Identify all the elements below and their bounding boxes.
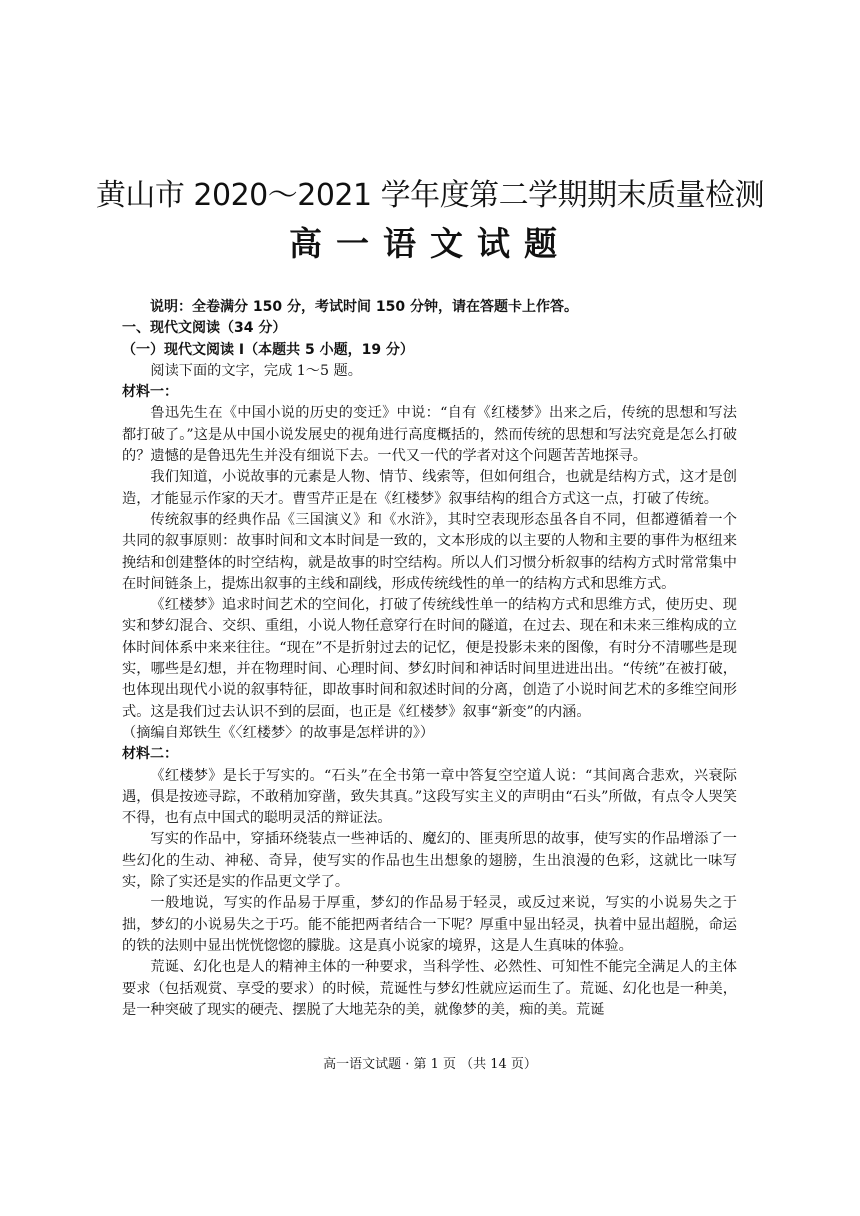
exam-content	[122, 297, 737, 1021]
reading-directive: 阅读下面的文字，完成 1～5 题。	[150, 362, 362, 379]
material1-paragraph: 鲁迅先生在《中国小说的历史的变迁》中说：“自有《红楼梦》出来之后，传统的思想和写法都打破了。”这是从中国小说发展史的视角进行高度概括的，然而传统的思想和写法究竟是怎么打破的？遗憾的是鲁迅先生并没有细说下去。一代又一代的学者对这个问题苦苦地探寻。	[122, 405, 737, 465]
material2-paragraph: 一般地说，写实的作品易于厚重，梦幻的作品易于轻灵，或反过来说，写实的小说易失之于拙，梦幻的小说易失之于巧。能不能把两者结合一下呢？厚重中显出轻灵，执着中显出超脱，命运的铁的法则中显出恍恍惚惚的朦胧。这是真小说家的境界，这是人生真味的体验。	[122, 895, 737, 954]
material1-label: 材料一：	[122, 384, 178, 401]
exam-subtitle: 高一语文试题	[289, 224, 571, 263]
sub-section-heading: （一）现代文阅读 I（本题共 5 小题，19 分）	[122, 341, 414, 358]
material2-paragraph: 写实的作品中，穿插环绕装点一些神话的、魔幻的、匪夷所思的故事，使写实的作品增添了一些幻化的生动、神秘、奇异，使写实的作品也生出想象的翅膀，生出浪漫的色彩，这就比一味写实，除了实还是实的作品更文学了。	[122, 831, 737, 891]
material1-paragraph: 《红楼梦》追求时间艺术的空间化，打破了传统线性单一的结构方式和思维方式，使历史、现实和梦幻混合、交织、重组，小说人物任意穿行在时间的隧道，在过去、现在和未来三维构成的立体时间体系中来来往往。“现在”不是折射过去的记忆，便是投影未来的图像，有时分不清哪些是现实，哪些是幻想，并在物理时间、心理时间、梦幻时间和神话时间里进进出出。“传统”在被打破，也体现出现代小说的叙事特征，即故事时间和叙述时间的分离，创造了小说时间艺术的多维空间形式。这是我们过去认识不到的层面，也正是《红楼梦》叙事“新变”的内涵。	[122, 597, 737, 720]
exam-title: 黄山市 2020～2021 学年度第二学期期末质量检测	[95, 178, 765, 213]
material2-paragraph: 荒诞、幻化也是人的精神主体的一种要求，当科学性、必然性、可知性不能完全满足人的主体要求（包括观赏、享受的要求）的时候，荒诞性与梦幻性就应运而生了。荒诞、幻化也是一种美，是一种突破了现实的硬壳、摆脱了大地芜杂的美，就像梦的美，痴的美。荒诞	[122, 959, 737, 1018]
section-heading: 一、现代文阅读（34 分）	[122, 320, 287, 337]
material1-paragraph: 传统叙事的经典作品《三国演义》和《水浒》，其时空表现形态虽各自不同，但都遵循着一个共同的叙事原则：故事时间和文本时间是一致的，文本形成的以主要的人物和主要的事件为枢纽来挽结和创建整体的时空结构，就是故事的时空结构。所以人们习惯分析叙事的结构方式时常常集中在时间链条上，提炼出叙事的主线和副线，形成传统线性的单一的结构方式和思维方式。	[122, 511, 737, 592]
material1-source: （摘编自郑铁生《〈红楼梦〉的故事是怎样讲的》）	[122, 724, 435, 741]
material1-paragraph: 我们知道，小说故事的元素是人物、情节、线索等，但如何组合，也就是结构方式，这才是创造，才能显示作家的天才。曹雪芹正是在《红楼梦》叙事结构的组合方式这一点，打破了传统。	[122, 469, 737, 507]
page-footer: 高一语文试题 · 第 1 页 （共 14 页）	[323, 1057, 537, 1072]
instructions: 说明：全卷满分 150 分，考试时间 150 分钟，请在答题卡上作答。	[150, 299, 578, 315]
material2-paragraph: 《红楼梦》是长于写实的。“石头”在全书第一章中答复空空道人说：“其间离合悲欢，兴衰际遇，俱是按迹寻踪，不敢稍加穿凿，致失其真。”这段写实主义的声明由“石头”所做，有点令人哭笑不得，也有点中国式的聪明灵活的辩证法。	[122, 767, 737, 827]
material2-label: 材料二：	[122, 746, 178, 763]
